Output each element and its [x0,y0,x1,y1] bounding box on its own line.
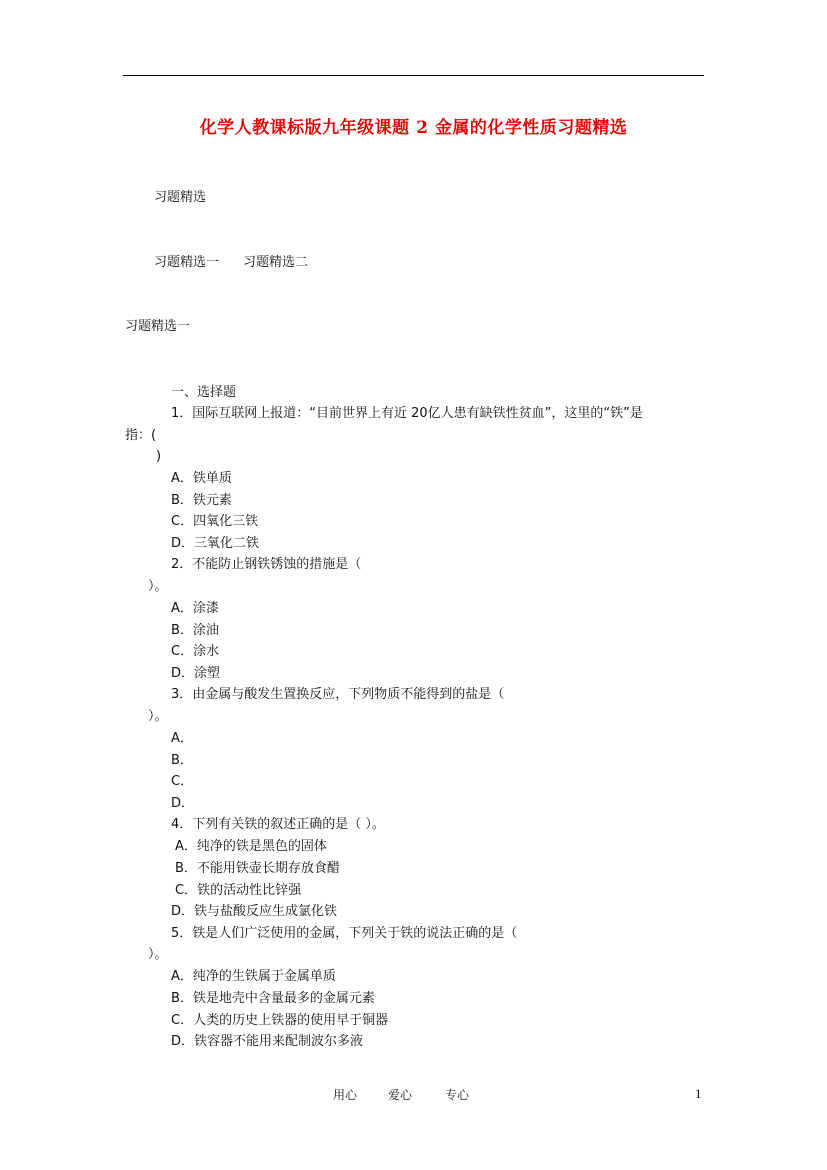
q5-paren-close: ）。 [148,947,168,962]
q3-option-b: B． [171,753,193,768]
q4-option-a: A．纯净的铁是黑色的固体 [175,839,327,854]
q2-paren-close: ）。 [148,579,168,594]
section-title: 习题精选一 [125,319,191,334]
q4-option-d: D．铁与盐酸反应生成氯化铁 [171,904,338,919]
footer-item-2: 爱心 [388,1088,413,1102]
q1-option-a: A．铁单质 [171,471,232,486]
q1-option-c: C．四氧化三铁 [171,514,259,529]
footer-item-1: 用心 [333,1088,358,1102]
q2-option-a: A．涂漆 [171,601,219,616]
q2-option-d: D．涂塑 [171,666,221,681]
q3-option-a: A． [171,731,193,746]
q5-option-a: A．纯净的生铁属于金属单质 [171,969,336,984]
q1-option-b: B．铁元素 [171,493,232,508]
q1-stem-cont: 指：( [125,428,157,443]
q5-option-b: B．铁是地壳中含量最多的金属元素 [171,991,375,1006]
part-title: 一、选择题 [171,385,237,400]
q3-option-c: C． [171,774,194,789]
q4-stem: 4．下列有关铁的叙述正确的是（ ）。 [171,817,385,832]
q3-paren-close: ）。 [148,709,168,724]
page-number: 1 [695,1086,702,1101]
q1-option-d: D．三氧化二铁 [171,536,260,551]
q2-option-b: B．涂油 [171,623,219,638]
q1-stem: 1．国际互联网上报道：“目前世界上有近 20亿人患有缺铁性贫血”，这里的“铁”是 [171,406,643,421]
heading-main: 习题精选 [154,190,207,205]
q4-option-b: B．不能用铁壶长期存放食醋 [175,861,340,876]
q3-stem: 3．由金属与酸发生置换反应，下列物质不能得到的盐是（ [171,687,505,702]
q3-option-d: D． [171,796,195,811]
q5-option-c: C．人类的历史上铁器的使用早于铜器 [171,1013,389,1028]
q5-option-d: D．铁容器不能用来配制波尔多液 [171,1034,364,1049]
q5-stem: 5．铁是人们广泛使用的金属，下列关于铁的说法正确的是（ [171,926,518,941]
nav-link-1[interactable]: 习题精选一 [154,255,220,270]
document-title: 化学人教课标版九年级课题 2 金属的化学性质习题精选 [199,118,628,138]
q2-stem: 2．不能防止钢铁锈蚀的措施是（ [171,557,362,572]
footer-item-3: 专心 [445,1088,470,1102]
q4-option-c: C．铁的活动性比锌强 [175,883,302,898]
header-rule [123,75,704,76]
nav-link-2[interactable]: 习题精选二 [243,255,309,270]
q1-paren-close: ) [156,449,162,464]
q2-option-c: C．涂水 [171,644,220,659]
